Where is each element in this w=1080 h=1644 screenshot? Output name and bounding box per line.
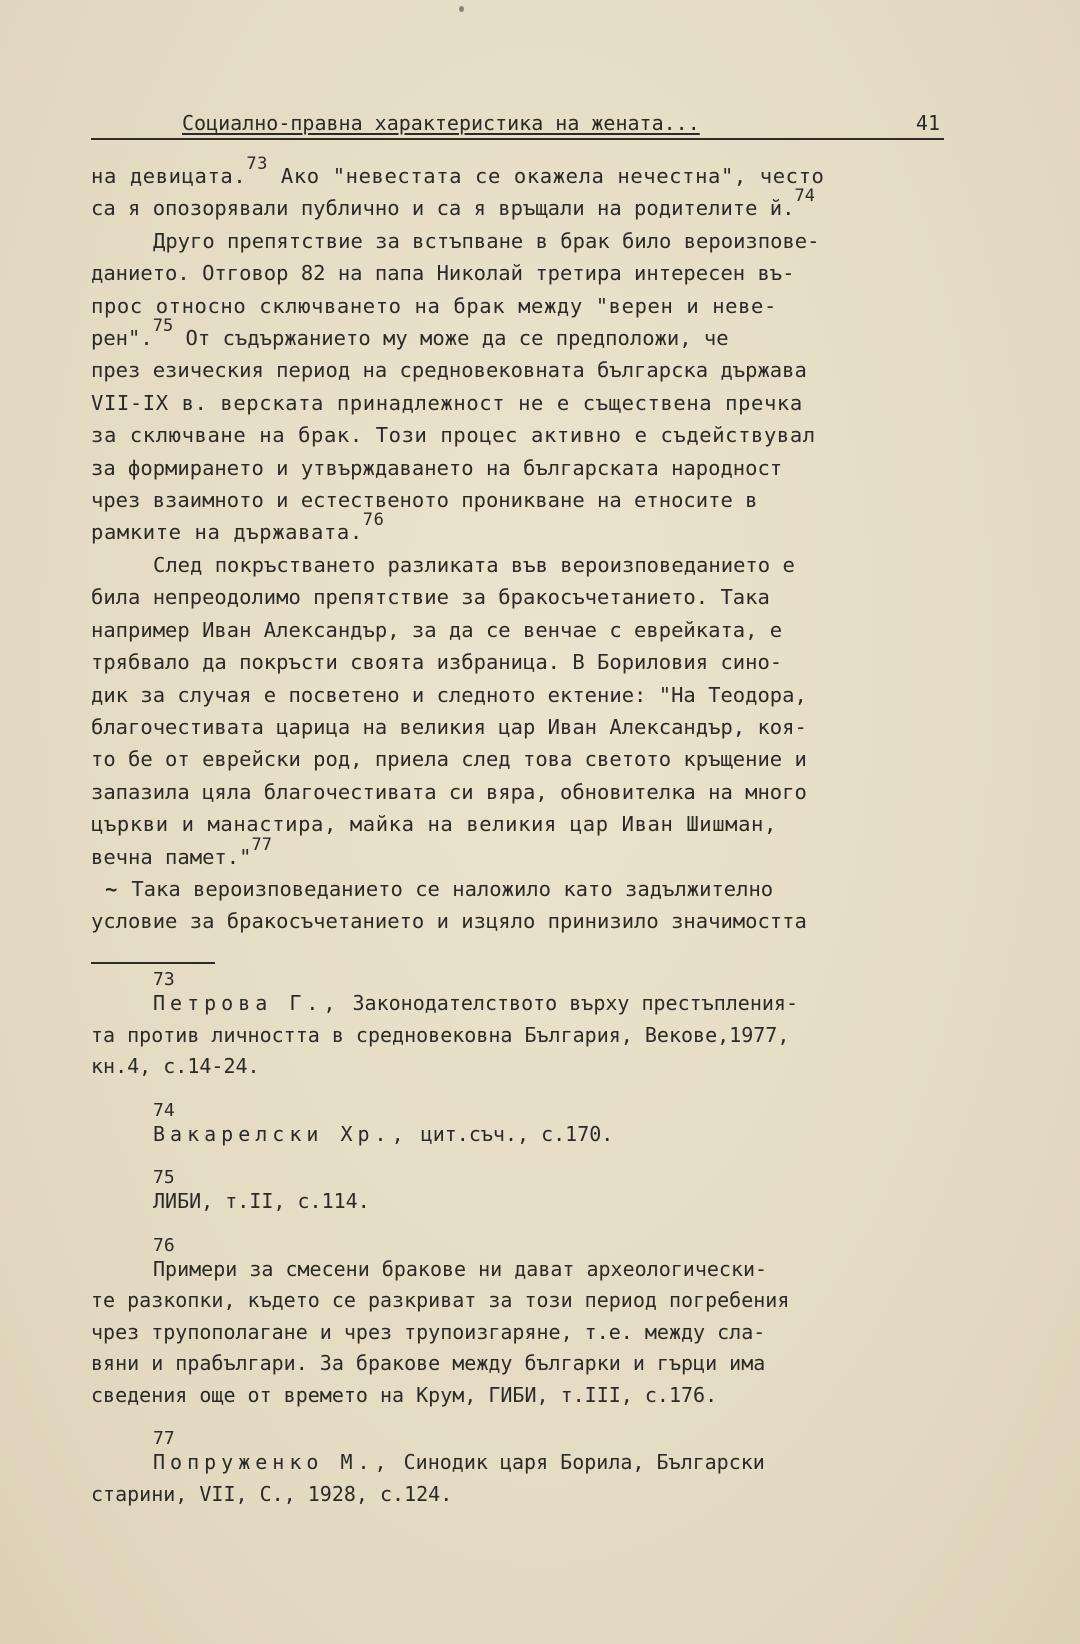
text-line: дик за случая е посветено и следното ектение: "На Теодора, bbox=[91, 682, 807, 707]
text-fragment: Ако "невестата се окажела нечестна", често bbox=[267, 164, 825, 188]
footnote-line bbox=[91, 1447, 961, 1479]
footnote-ref: 77 bbox=[251, 834, 272, 855]
text-line bbox=[91, 834, 951, 873]
text-line bbox=[91, 510, 951, 548]
text-line: църкви и манастира, майка на великия цар Иван Шишман, bbox=[91, 812, 777, 837]
text-line: прос относно сключването на брак между "верен и невe- bbox=[91, 293, 777, 318]
text-fragment: Синодик царя Борила, Български bbox=[391, 1450, 765, 1474]
spacer bbox=[91, 1083, 961, 1103]
footnote-line: сведения още от времето на Крум, ГИБИ, т.III, с.176. bbox=[91, 1382, 718, 1407]
footnote-line: та против личността в средновековна България, Векове,1977, bbox=[91, 1022, 790, 1047]
page-number: 41 bbox=[915, 111, 940, 135]
text-fragment: От съдържанието му може да се предположи, че bbox=[173, 326, 729, 351]
text-line: благочестивата царица на великия цар Иван Александър, коя- bbox=[91, 714, 807, 739]
spacer bbox=[91, 1218, 961, 1238]
text-line: за формирането и утвърждаването на българската народност bbox=[91, 455, 783, 480]
footnote-line: Примери за смесени бракове ни дават археологически- bbox=[153, 1256, 768, 1281]
footnote-number: 75 bbox=[153, 1167, 175, 1188]
footnote-ref: 75 bbox=[152, 316, 174, 337]
footnote-line: старини, VII, С., 1928, с.124. bbox=[91, 1481, 453, 1506]
text-line: данието. Отговор 82 на папа Николай третира интересен въ- bbox=[91, 261, 795, 286]
spacer bbox=[91, 1411, 961, 1431]
text-line: била непреодолимо препятствие за бракосъчетанието. Така bbox=[91, 585, 770, 610]
text-line: през езическия период на средновековната българска държава bbox=[91, 358, 807, 383]
text-line: След покръстването разликата във вероизповеданието е bbox=[153, 552, 795, 577]
footnote-ref: 74 bbox=[794, 186, 815, 207]
footnote-author: Петрова Г., bbox=[153, 991, 341, 1015]
text-line: например Иван Александър, за да се венчае с еврейката, е bbox=[91, 617, 783, 642]
text-line bbox=[91, 154, 951, 192]
text-fragment: цит.съч., с.170. bbox=[408, 1121, 614, 1146]
footnote-number: 76 bbox=[153, 1234, 175, 1256]
text-line bbox=[91, 186, 951, 224]
footnote-number: 74 bbox=[153, 1099, 175, 1121]
text-line bbox=[91, 316, 951, 354]
footnote-author: Вакарелски Хр., bbox=[153, 1121, 409, 1146]
text-line: VII-IX в. верската принадлежност не е съществена пречка bbox=[91, 390, 803, 415]
footnote-line bbox=[91, 988, 961, 1020]
text-line: то бе от еврейски род, приела след това светото кръщение и bbox=[91, 747, 807, 772]
text-fragment: на девицата. bbox=[91, 164, 247, 188]
text-fragment: Така вероизповеданието се наложило като задължително bbox=[131, 876, 774, 901]
footnote-divider bbox=[91, 962, 215, 964]
text-line: трябвало да покръсти своята избраница. В Бориловия сино- bbox=[91, 650, 783, 675]
text-fragment: са я опозорявали публично и са я връщали на родителите й. bbox=[91, 196, 795, 221]
text-fragment: рамките на държавата. bbox=[91, 520, 363, 545]
speck-mark-icon bbox=[459, 6, 464, 12]
text-line: за сключване на брак. Този процес активно е съдействувал bbox=[91, 423, 816, 448]
text-line: Друго препятствие за встъпване в брак било вероизпове- bbox=[153, 228, 820, 253]
spacer bbox=[91, 1150, 961, 1170]
text-fragment: рен". bbox=[91, 326, 153, 351]
footnote-author: Попруженко М., bbox=[153, 1450, 392, 1474]
footnote-line: кн.4, с.14-24. bbox=[91, 1054, 260, 1078]
footnote-number: 77 bbox=[153, 1428, 175, 1449]
text-line bbox=[91, 873, 951, 905]
footnotes bbox=[91, 969, 961, 1510]
footnote-ref: 73 bbox=[246, 154, 268, 174]
text-line: запазила цяла благочестивата си вяра, обновителка на много bbox=[91, 779, 807, 804]
footnote-line: ЛИБИ, т.II, с.114. bbox=[153, 1189, 370, 1213]
page-header bbox=[91, 110, 944, 140]
footnote-line bbox=[91, 1119, 961, 1151]
footnote-ref: 76 bbox=[362, 510, 385, 531]
running-title: Социално-правна характеристика на жената... bbox=[182, 111, 700, 135]
main-text bbox=[91, 154, 951, 938]
footnote-line: чрез трупополагане и чрез трупоизгаряне, т.е. между сла- bbox=[91, 1319, 766, 1344]
dash-mark-icon: ~ bbox=[105, 876, 118, 901]
footnote-line: вяни и прабългари. За бракове между българки и гърци има bbox=[91, 1351, 766, 1375]
text-fragment: Законодателството върху престъпления- bbox=[340, 991, 799, 1015]
text-line: условие за бракосъчетанието и изцяло принизило значимостта bbox=[91, 909, 807, 934]
text-fragment: вечна памет." bbox=[91, 844, 252, 869]
text-line: чрез взаимното и естественото проникване на етносите в bbox=[91, 488, 758, 513]
footnote-line: те разкопки, където се разкриват за този период погребения bbox=[91, 1288, 790, 1312]
footnote-number: 73 bbox=[153, 969, 175, 990]
